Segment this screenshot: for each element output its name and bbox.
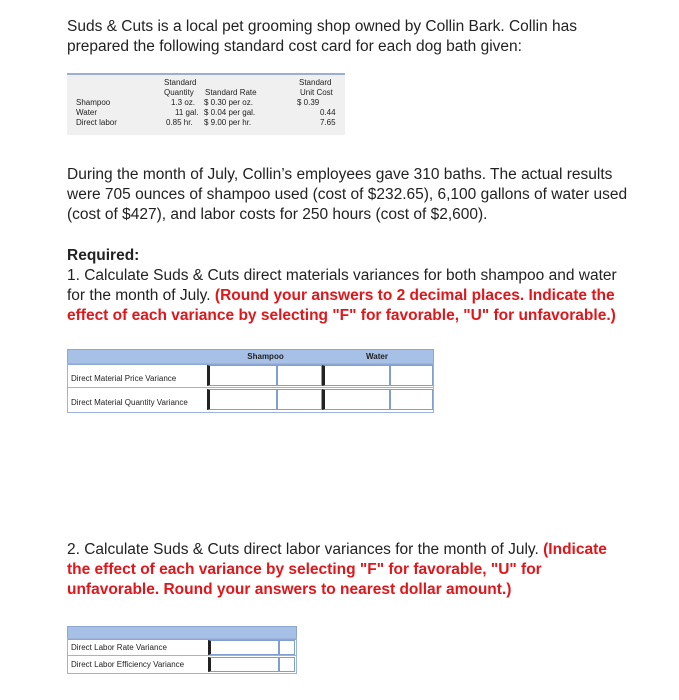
shampoo-quantity-amount-input[interactable] xyxy=(207,389,277,410)
row-label-labor-efficiency-variance: Direct Labor Efficiency Variance xyxy=(71,660,185,669)
card-row-item: Water xyxy=(76,108,98,117)
intro-line-2: prepared the following standard cost card for each dog bath given: xyxy=(67,38,522,55)
water-price-amount-input[interactable] xyxy=(322,365,390,386)
card-header-quantity: Quantity xyxy=(164,88,194,97)
q2-instruction-red-2: the effect of each variance by selecting "F" for favorable, "U" for xyxy=(67,561,542,578)
shampoo-quantity-fu-select[interactable] xyxy=(277,389,322,410)
card-row-item: Shampoo xyxy=(76,98,111,107)
labor-row-divider xyxy=(67,655,297,656)
shampoo-price-amount-input[interactable] xyxy=(207,365,277,386)
water-price-fu-select[interactable] xyxy=(390,365,433,386)
card-row-unit-cost: 7.65 xyxy=(320,118,336,127)
labor-rate-amount-input[interactable] xyxy=(208,640,279,655)
standard-cost-card xyxy=(67,73,345,135)
card-row-rate: $ 0.04 per gal. xyxy=(204,108,256,117)
row-label-quantity-variance: Direct Material Quantity Variance xyxy=(71,398,188,407)
intro-text xyxy=(67,17,667,57)
q1-line-2-plain: for the month of July. xyxy=(67,287,211,304)
card-header-standard-2: Standard xyxy=(299,78,332,87)
col-header-shampoo: Shampoo xyxy=(247,352,284,361)
q2-line-1-plain: 2. Calculate Suds & Cuts direct labor variances for the month of July. xyxy=(67,541,539,558)
card-row-unit-cost: 0.44 xyxy=(320,108,336,117)
july-results-text xyxy=(67,165,667,225)
required-section xyxy=(67,246,667,326)
intro-line-1: Suds & Cuts is a local pet grooming shop owned by Collin Bark. Collin has xyxy=(67,18,578,35)
july-line-1: During the month of July, Collin’s employees gave 310 baths. The actual results xyxy=(67,166,613,183)
q1-instruction-red: (Round your answers to 2 decimal places. Indicate the xyxy=(214,287,615,304)
labor-rate-fu-select[interactable] xyxy=(279,640,295,655)
water-quantity-amount-input[interactable] xyxy=(322,389,390,410)
card-row-rate: $ 9.00 per hr. xyxy=(204,118,252,127)
water-quantity-fu-select[interactable] xyxy=(390,389,433,410)
q1-line-1: 1. Calculate Suds & Cuts direct materials variances for both shampoo and water xyxy=(67,267,617,284)
q1-line-2 xyxy=(67,286,667,306)
july-line-2: were 705 ounces of shampoo used (cost of $232.65), 6,100 gallons of water used xyxy=(67,186,628,203)
card-row-quantity: 1.3 oz. xyxy=(171,98,196,107)
q2-instruction-red: (Indicate xyxy=(543,541,607,558)
card-row-quantity: 0.85 hr. xyxy=(166,118,193,127)
card-header-standard-rate: Standard Rate xyxy=(205,88,257,97)
q2-line-1 xyxy=(67,540,667,560)
card-row-unit-cost: $ 0.39 xyxy=(297,98,320,107)
labor-efficiency-fu-select[interactable] xyxy=(279,657,295,672)
card-row-rate: $ 0.30 per oz. xyxy=(204,98,253,107)
card-header-unit-cost: Unit Cost xyxy=(300,88,333,97)
row-label-price-variance: Direct Material Price Variance xyxy=(71,374,177,383)
col-header-water: Water xyxy=(366,352,388,361)
required-heading: Required: xyxy=(67,247,140,264)
q2-section xyxy=(67,540,667,600)
july-line-3: (cost of $427), and labor costs for 250 hours (cost of $2,600). xyxy=(67,206,488,223)
shampoo-price-fu-select[interactable] xyxy=(277,365,322,386)
card-top-rule xyxy=(67,73,345,75)
q1-instruction-red-2: effect of each variance by selecting "F" for favorable, "U" for unfavorable.) xyxy=(67,307,616,324)
labor-efficiency-amount-input[interactable] xyxy=(208,657,279,672)
card-row-item: Direct labor xyxy=(76,118,117,127)
card-row-quantity: 11 gal. xyxy=(175,108,199,117)
card-header-standard: Standard xyxy=(164,78,197,87)
materials-row-divider xyxy=(67,387,434,388)
q2-instruction-red-3: unfavorable. Round your answers to nearest dollar amount.) xyxy=(67,581,512,598)
row-label-labor-rate-variance: Direct Labor Rate Variance xyxy=(71,643,167,652)
